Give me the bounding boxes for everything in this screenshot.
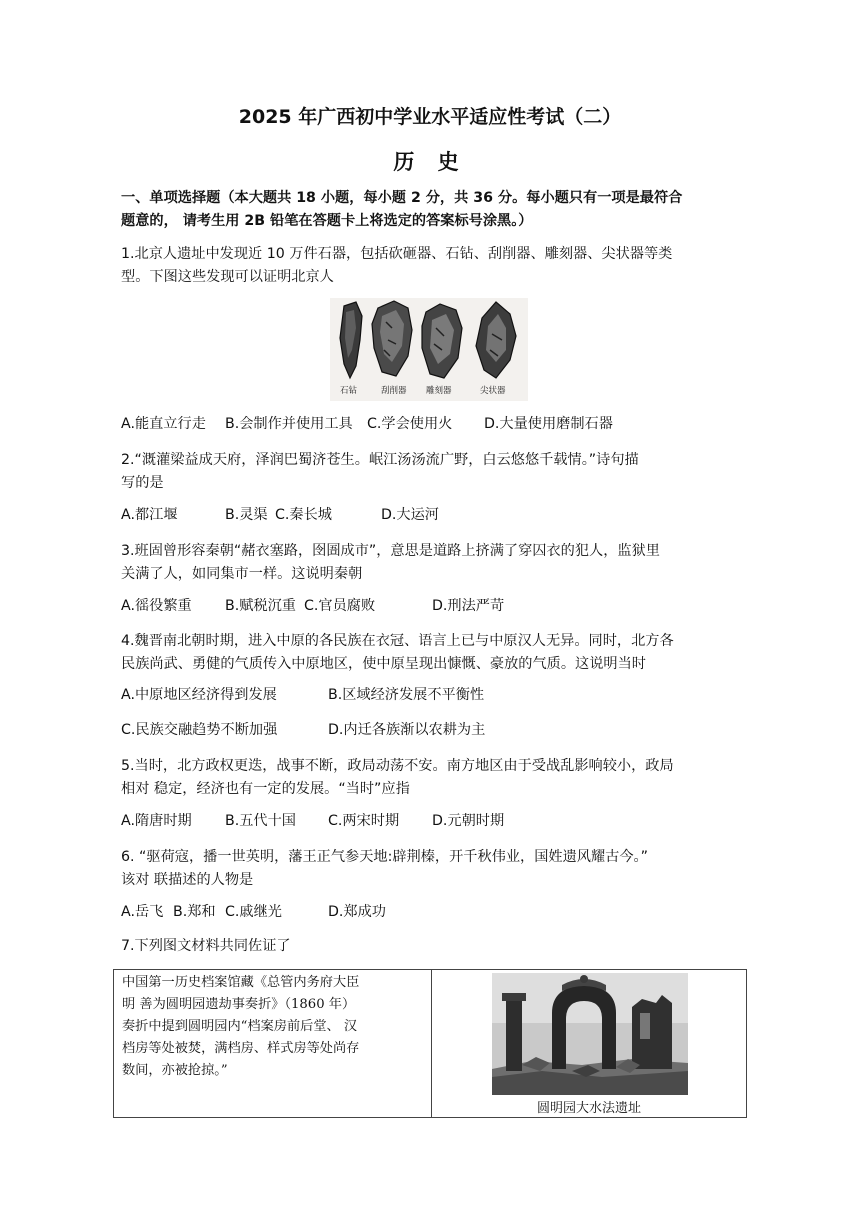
figure-caption: 石钻 bbox=[340, 386, 358, 396]
option[interactable]: B.区域经济发展不平衡性 bbox=[328, 687, 485, 703]
option[interactable]: D.内迁各族渐以农耕为主 bbox=[328, 722, 486, 738]
option[interactable]: A.都江堰 bbox=[121, 507, 178, 523]
option[interactable]: C.戚继光 bbox=[225, 904, 282, 920]
stem-line: 写的是 bbox=[121, 475, 164, 491]
option[interactable]: C.民族交融趋势不断加强 bbox=[121, 722, 278, 738]
material-line: 明 善为圆明园遗劫事奏折》（1860 年） bbox=[122, 997, 356, 1012]
stem-line: 该对 联描述的人物是 bbox=[121, 872, 254, 888]
exam-title: 2025 年广西初中学业水平适应性考试（二） bbox=[238, 106, 622, 128]
option[interactable]: D.刑法严苛 bbox=[432, 598, 505, 614]
question-2-stem bbox=[121, 449, 747, 495]
stem-line: 关满了人，如同集市一样。这说明秦朝 bbox=[121, 566, 363, 582]
option[interactable]: B.灵渠 bbox=[225, 507, 268, 523]
image-caption: 圆明园大水法遗址 bbox=[536, 1101, 641, 1116]
option[interactable]: C.官员腐败 bbox=[304, 598, 376, 614]
stem-line: 6. “驱荷寇，播一世英明，藩王正气参天地:辟荆榛，开千秋伟业，国姓遗风耀古今。” bbox=[121, 849, 648, 865]
option[interactable]: A.岳飞 bbox=[121, 904, 164, 920]
question-3-stem bbox=[121, 540, 747, 586]
option[interactable]: C.两宋时期 bbox=[328, 813, 400, 829]
stem-line: 1.北京人遗址中发现近 10 万件石器，包括砍砸器、石钻、刮削器、雕刻器、尖状器等类 bbox=[121, 246, 673, 262]
material-line: 中国第一历史档案馆藏《总管内务府大臣 bbox=[122, 975, 360, 990]
stem-line: 相对 稳定，经济也有一定的发展。“当时”应指 bbox=[121, 781, 410, 797]
figure-caption: 刮削器 bbox=[381, 386, 407, 396]
option[interactable]: B.会制作并使用工具 bbox=[225, 416, 353, 432]
option[interactable]: C.学会使用火 bbox=[367, 416, 453, 432]
option[interactable]: D.大运河 bbox=[381, 507, 439, 523]
stem-line: 型。下图这些发现可以证明北京人 bbox=[121, 269, 334, 285]
material-table bbox=[113, 969, 747, 1118]
figure-caption: 尖状器 bbox=[480, 386, 506, 396]
option[interactable]: B.郑和 bbox=[173, 904, 216, 920]
section-heading-line: 一、单项选择题（本大题共 18 小题，每小题 2 分，共 36 分。每小题只有一项是最符合 bbox=[121, 190, 683, 206]
material-text-cell bbox=[114, 970, 432, 1118]
stem-line: 民族尚武、勇健的气质传入中原地区，使中原呈现出慷慨、豪放的气质。这说明当时 bbox=[121, 656, 646, 672]
figure-caption: 雕刻器 bbox=[426, 386, 452, 396]
question-6-stem bbox=[121, 846, 747, 892]
question-4-stem bbox=[121, 630, 747, 676]
option[interactable]: C.秦长城 bbox=[275, 507, 332, 523]
section-heading-line: 题意的， 请考生用 2B 铅笔在答题卡上将选定的答案标号涂黑。） bbox=[121, 213, 533, 229]
section-heading bbox=[121, 187, 747, 233]
option[interactable]: B.五代十国 bbox=[225, 813, 296, 829]
yuanmingyuan-ruins-photo bbox=[492, 973, 688, 1095]
material-line: 奏折中提到圆明园内“档案房前后堂、 汉 bbox=[122, 1019, 358, 1034]
stem-line: 5.当时，北方政权更迭，战事不断，政局动荡不安。南方地区由于受战乱影响较小，政局 bbox=[121, 758, 674, 774]
stem-line: 2.“溉灌梁益成天府，泽润巴蜀济苍生。岷江汤汤流广野，白云悠悠千载情。”诗句描 bbox=[121, 452, 639, 468]
option[interactable]: D.郑成功 bbox=[328, 904, 386, 920]
material-line: 档房等处被焚，满档房、样式房等处尚存 bbox=[122, 1041, 360, 1056]
option[interactable]: A.隋唐时期 bbox=[121, 813, 192, 829]
option[interactable]: A.中原地区经济得到发展 bbox=[121, 687, 277, 703]
option[interactable]: B.赋税沉重 bbox=[225, 598, 296, 614]
option[interactable]: A.徭役繁重 bbox=[121, 598, 192, 614]
stem-line: 4.魏晋南北朝时期，进入中原的各民族在衣冠、语言上已与中原汉人无异。同时，北方各 bbox=[121, 633, 674, 649]
stone-tools-figure bbox=[330, 298, 528, 401]
material-line: 数间，亦被抢掠。” bbox=[122, 1063, 228, 1078]
question-5-stem bbox=[121, 755, 747, 801]
stone-tools-drawing bbox=[330, 298, 528, 384]
option[interactable]: D.元朝时期 bbox=[432, 813, 505, 829]
option[interactable]: A.能直立行走 bbox=[121, 416, 206, 432]
stem-line: 3.班固曾形容秦朝“赭衣塞路，囹圄成市”，意思是道路上挤满了穿囚衣的犯人，监狱里 bbox=[121, 543, 660, 559]
stone-tools-captions bbox=[330, 384, 528, 398]
stem-line: 7.下列图文材料共同佐证了 bbox=[121, 938, 291, 954]
question-7-stem bbox=[121, 935, 747, 958]
material-image-cell bbox=[432, 970, 747, 1118]
question-1-stem bbox=[121, 243, 747, 289]
option[interactable]: D.大量使用磨制石器 bbox=[484, 416, 613, 432]
subject-title: 历 史 bbox=[393, 150, 467, 174]
